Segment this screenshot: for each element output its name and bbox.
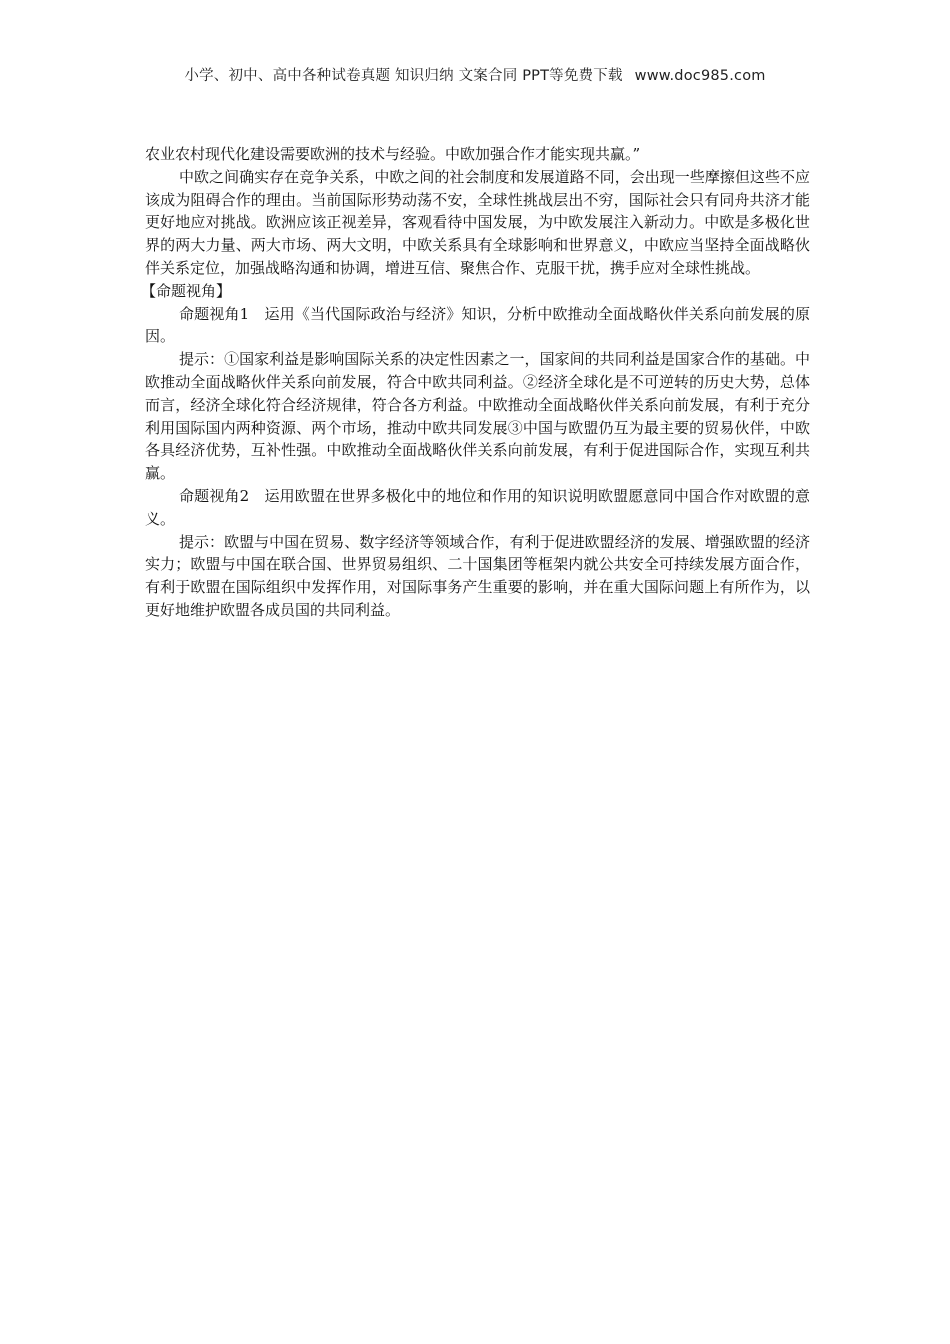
header-text: 小学、初中、高中各种试卷真题 知识归纳 文案合同 PPT等免费下载 bbox=[184, 68, 623, 84]
answer-hint-2: 提示：欧盟与中国在贸易、数字经济等领域合作，有利于促进欧盟经济的发展、增强欧盟的经济实力；欧盟与中国在联合国、世界贸易组织、二十国集团等框架内就公共安全可持续发展方面合作，有利于欧盟在国际组织中发挥作用，对国际事务产生重要的影响，并在重大国际问题上有所作为，以更好地维护欧盟各成员国的共同利益。 bbox=[145, 532, 810, 619]
paragraph-china-eu-relations: 中欧之间确实存在竞争关系，中欧之间的社会制度和发展道路不同，会出现一些摩擦但这些不应该成为阻碍合作的理由。当前国际形势动荡不安，全球性挑战层出不穷，国际社会只有同舟共济才能更好地应对挑战。欧洲应该正视差异，客观看待中国发展，为中欧发展注入新动力。中欧是多极化世界的两大力量、两大市场、两大文明，中欧关系具有全球影响和世界意义，中欧应当坚持全面战略伙伴关系定位，加强战略沟通和协调，增进互信、聚焦合作、克服干扰，携手应对全球性挑战。 bbox=[145, 167, 810, 277]
document-body bbox=[141, 143, 810, 622]
header-site-link[interactable]: www.doc985.com bbox=[634, 68, 766, 84]
paragraph-continuation: 农业农村现代化建设需要欧洲的技术与经验。中欧加强合作才能实现共赢。” bbox=[145, 145, 641, 163]
question-perspective-2: 命题视角2 运用欧盟在世界多极化中的地位和作用的知识说明欧盟愿意同中国合作对欧盟的意义。 bbox=[145, 486, 810, 528]
page-header bbox=[0, 64, 950, 85]
section-title: 【命题视角】 bbox=[141, 281, 232, 300]
question-perspective-1: 命题视角1 运用《当代国际政治与经济》知识，分析中欧推动全面战略伙伴关系向前发展的原因。 bbox=[145, 304, 810, 346]
answer-hint-1: 提示：①国家利益是影响国际关系的决定性因素之一，国家间的共同利益是国家合作的基础。中欧推动全面战略伙伴关系向前发展，符合中欧共同利益。②经济全球化是不可逆转的历史大势，总体而言，经济全球化符合经济规律，符合各方利益。中欧推动全面战略伙伴关系向前发展，有利于充分利用国际国内两种资源、两个市场，推动中欧共同发展③中国与欧盟仍互为最主要的贸易伙伴，中欧各具经济优势，互补性强。中欧推动全面战略伙伴关系向前发展，有利于促进国际合作，实现互利共赢。 bbox=[145, 350, 810, 483]
